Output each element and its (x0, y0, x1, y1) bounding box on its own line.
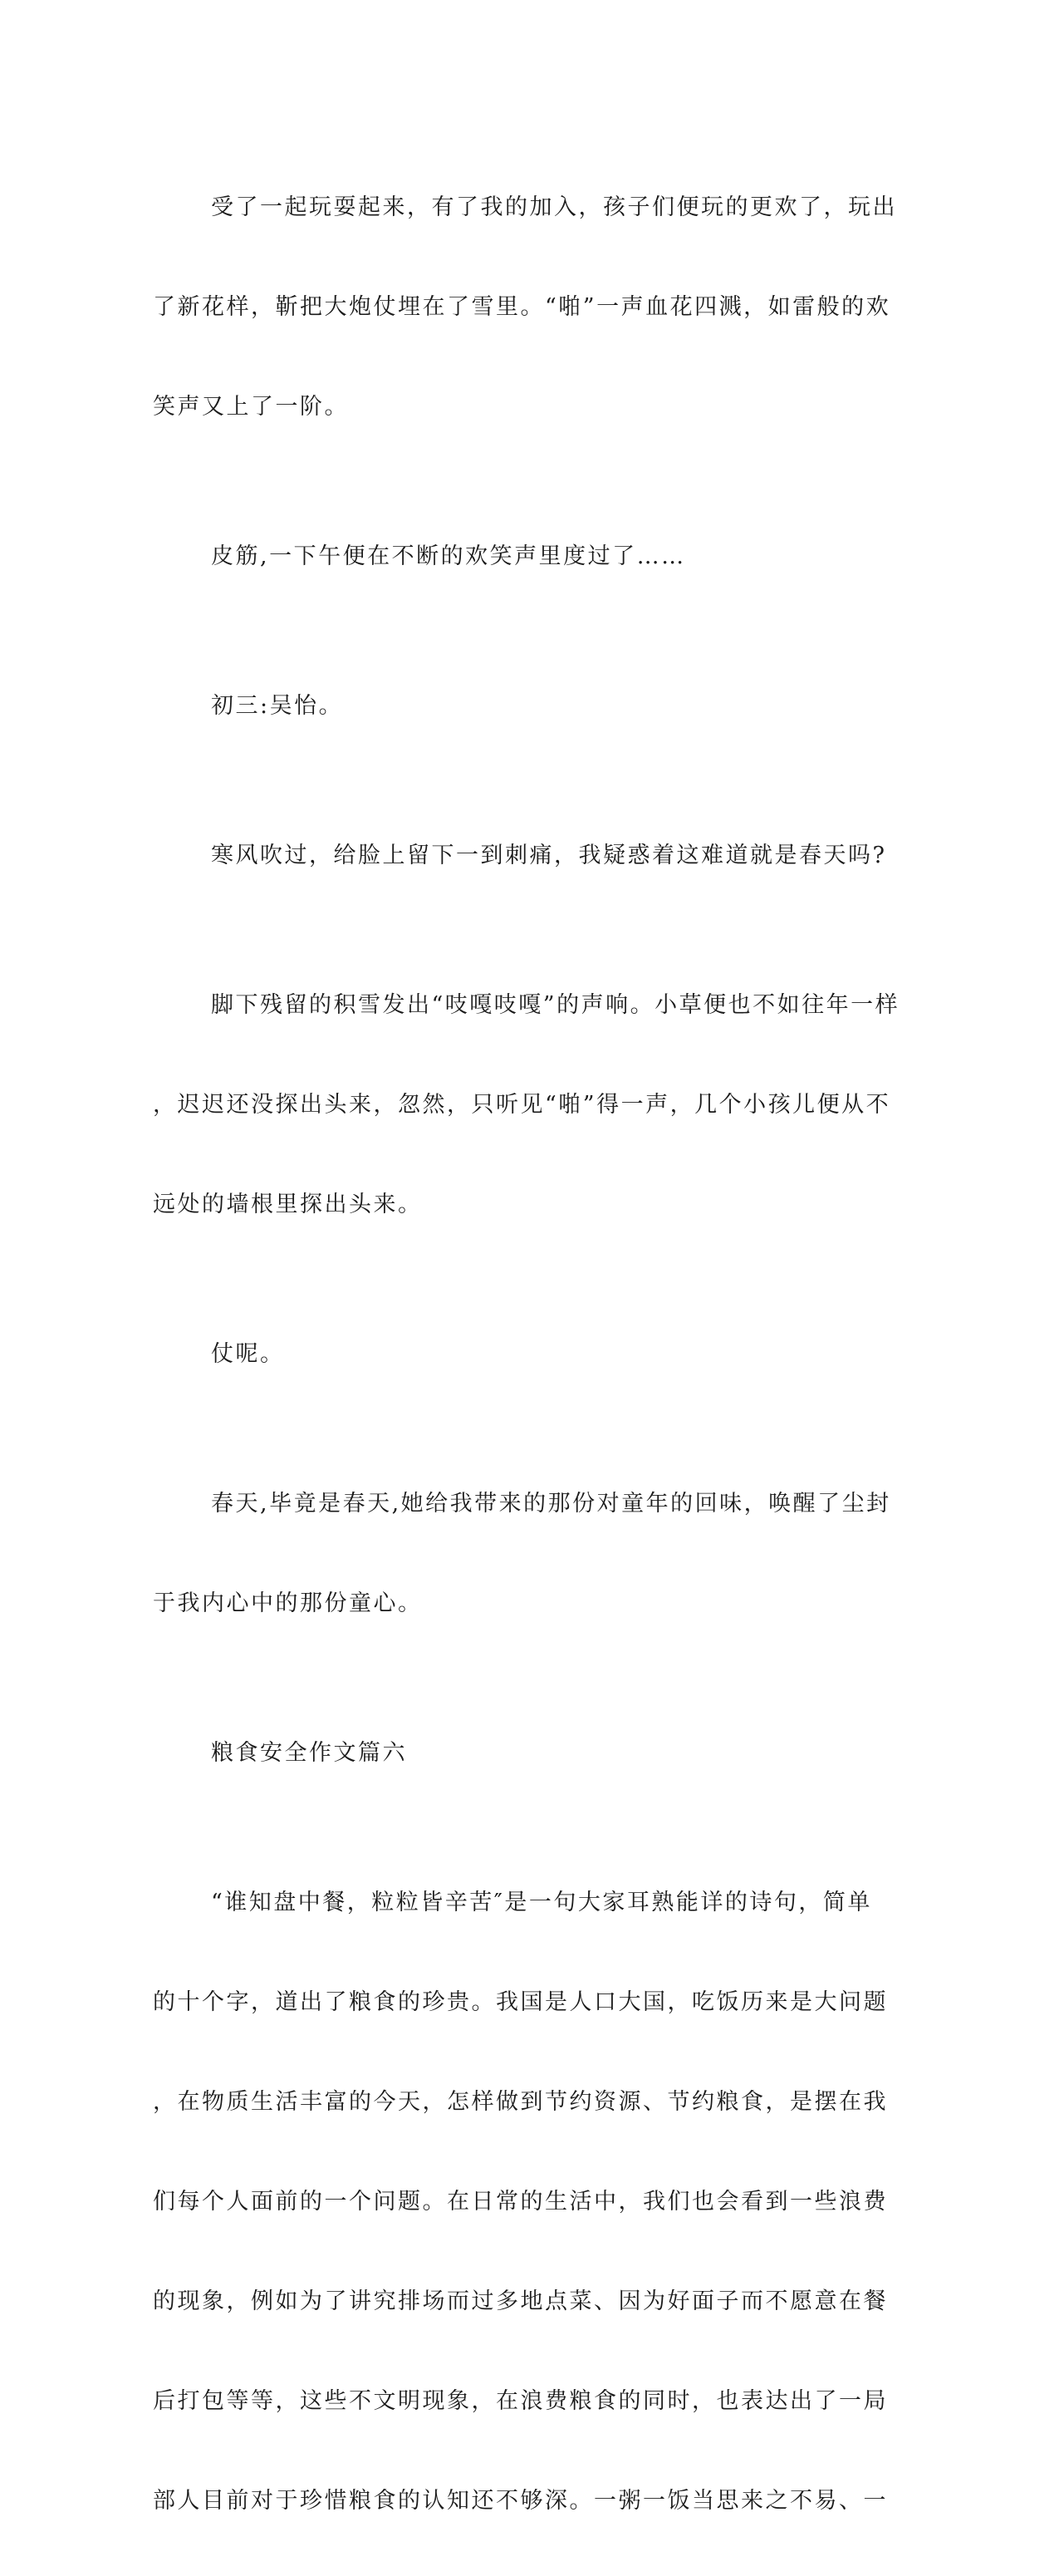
text-line: 们每个人面前的一个问题。在日常的生活中，我们也会看到一些浪费 (153, 2189, 888, 2215)
paragraph (153, 482, 867, 632)
text-line: 于我内心中的那份童心。 (153, 1590, 423, 1616)
text-line: 部人目前对于珍惜粮食的认知还不够深。一粥一饭当思来之不易、一 (153, 2488, 888, 2514)
text-line: 的现象，例如为了讲究排场而过多地点菜、因为好面子而不愿意在餐 (153, 2288, 888, 2314)
paragraph (153, 1280, 867, 1429)
section-heading (153, 1679, 867, 1828)
text-line: 远处的墙根里探出头来。 (153, 1192, 423, 1217)
text-line: ，在物质生活丰富的今天，怎样做到节约资源、节约粮食，是摆在我 (153, 2089, 888, 2115)
text-line: 的十个字，道出了粮食的珍贵。我国是人口大国，吃饭历来是大问题 (153, 1989, 888, 2015)
text-line: 后打包等等，这些不文明现象，在浪费粮食的同时，也表达出了一局 (153, 2388, 888, 2414)
text-line: 皮筋,一下午便在不断的欢笑声里度过了…… (211, 543, 686, 569)
text-line: 寒风吹过，给脸上留下一到刺痛，我疑惑着这难道就是春天吗? (211, 843, 887, 868)
paragraph (153, 1828, 888, 2576)
text-line: “谁知盘中餐，粒粒皆辛苦″是一句大家耳熟能详的诗句，简单 (211, 1890, 872, 1915)
text-line: 笑声又上了一阶。 (153, 394, 349, 420)
paragraph (153, 632, 867, 781)
heading-text: 粮食安全作文篇六 (211, 1740, 407, 1766)
text-line: 初三:吴怡。 (211, 693, 344, 719)
paragraph (153, 1429, 891, 1679)
text-line: 受了一起玩耍起来，有了我的加入，孩子们便玩的更欢了，玩出 (211, 194, 897, 220)
document-body (153, 133, 900, 2576)
text-line: 脚下残留的积雪发出“吱嘎吱嘎”的声响。小草便也不如往年一样 (211, 992, 900, 1018)
text-line: ，迟迟还没探出头来，忽然，只听见“啪”得一声，几个小孩儿便从不 (153, 1092, 891, 1118)
paragraph (153, 133, 897, 482)
text-line: 仗呢。 (211, 1341, 285, 1367)
text-line: 了新花样，靳把大炮仗埋在了雪里。“啪”一声血花四溅，如雷般的欢 (153, 294, 891, 320)
paragraph (153, 931, 900, 1280)
text-line: 春天,毕竟是春天,她给我带来的那份对童年的回味，唤醒了尘封 (211, 1491, 891, 1517)
paragraph (153, 781, 887, 931)
